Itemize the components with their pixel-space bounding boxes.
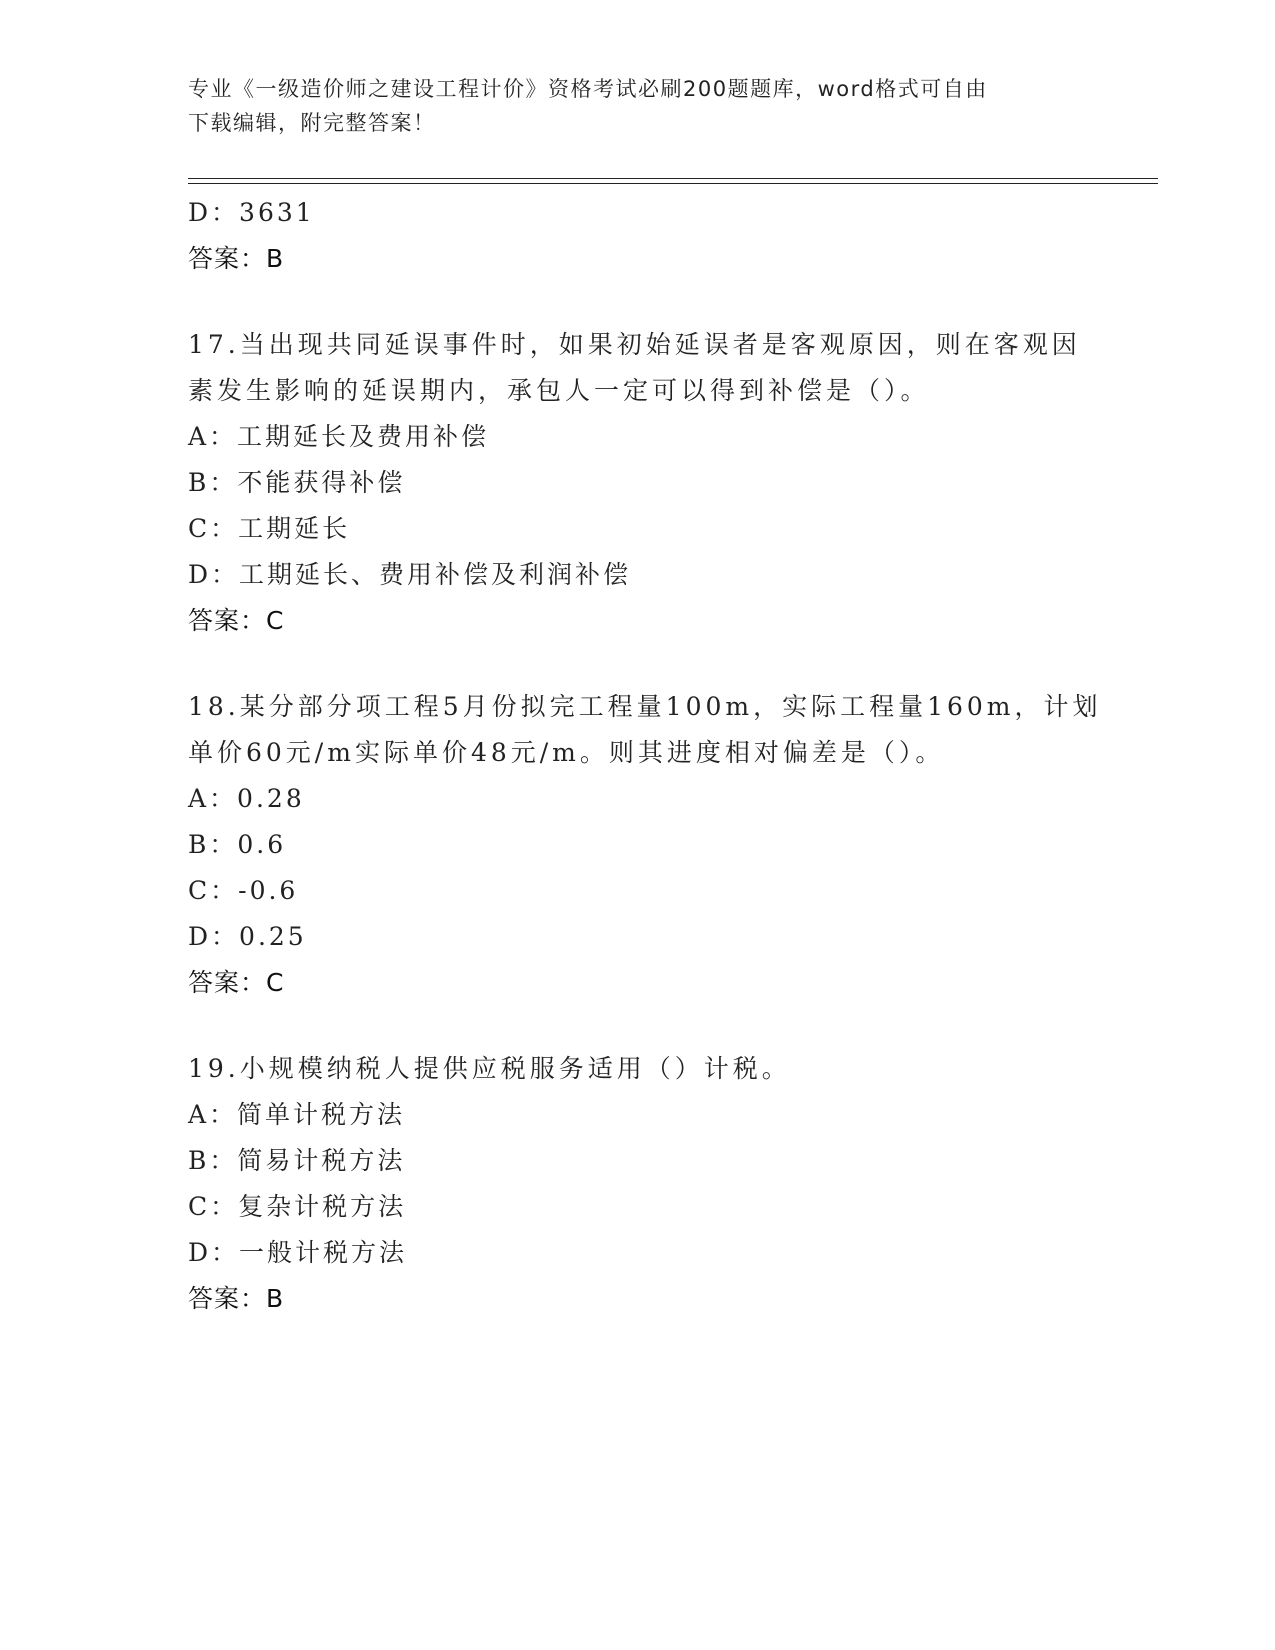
option-a: A：工期延长及费用补偿 (188, 422, 490, 451)
option-d: D：3631 (188, 198, 315, 227)
question-stem (188, 684, 1148, 776)
stem-line: 单价60元/m实际单价48元/m。则其进度相对偏差是（）。 (188, 738, 945, 767)
option-c: C：-0.6 (188, 876, 299, 905)
previous-question-tail (188, 190, 1148, 282)
answer-line: 答案：B (188, 244, 285, 273)
option-a: A：简单计税方法 (188, 1100, 406, 1129)
option-b: B：不能获得补偿 (188, 468, 406, 497)
stem-line: 素发生影响的延误期内，承包人一定可以得到补偿是（）。 (188, 376, 930, 405)
option-c: C：复杂计税方法 (188, 1192, 407, 1221)
option-a: A：0.28 (188, 784, 305, 813)
option-c: C：工期延长 (188, 514, 351, 543)
stem-line: 19.小规模纳税人提供应税服务适用（）计税。 (188, 1054, 791, 1083)
option-d: D：工期延长、费用补偿及利润补偿 (188, 560, 632, 589)
page-header (188, 72, 1088, 140)
answer-line: 答案：B (188, 1284, 285, 1313)
option-b: B：0.6 (188, 830, 287, 859)
question-19 (188, 1046, 1148, 1322)
question-stem (188, 322, 1148, 414)
header-divider (188, 178, 1158, 184)
header-line-1: 专业《一级造价师之建设工程计价》资格考试必刷200题题库，word格式可自由 (188, 77, 988, 101)
header-line-2: 下载编辑，附完整答案！ (188, 111, 436, 135)
document-body (188, 190, 1148, 1322)
question-17 (188, 322, 1148, 644)
option-d: D：0.25 (188, 922, 307, 951)
option-b: B：简易计税方法 (188, 1146, 406, 1175)
answer-line: 答案：C (188, 968, 285, 997)
question-stem (188, 1046, 1148, 1092)
option-d: D：一般计税方法 (188, 1238, 408, 1267)
answer-line: 答案：C (188, 606, 285, 635)
stem-line: 18.某分部分项工程5月份拟完工程量100m，实际工程量160m，计划 (188, 692, 1102, 721)
question-18 (188, 684, 1148, 1006)
stem-line: 17.当出现共同延误事件时，如果初始延误者是客观原因，则在客观因 (188, 330, 1081, 359)
